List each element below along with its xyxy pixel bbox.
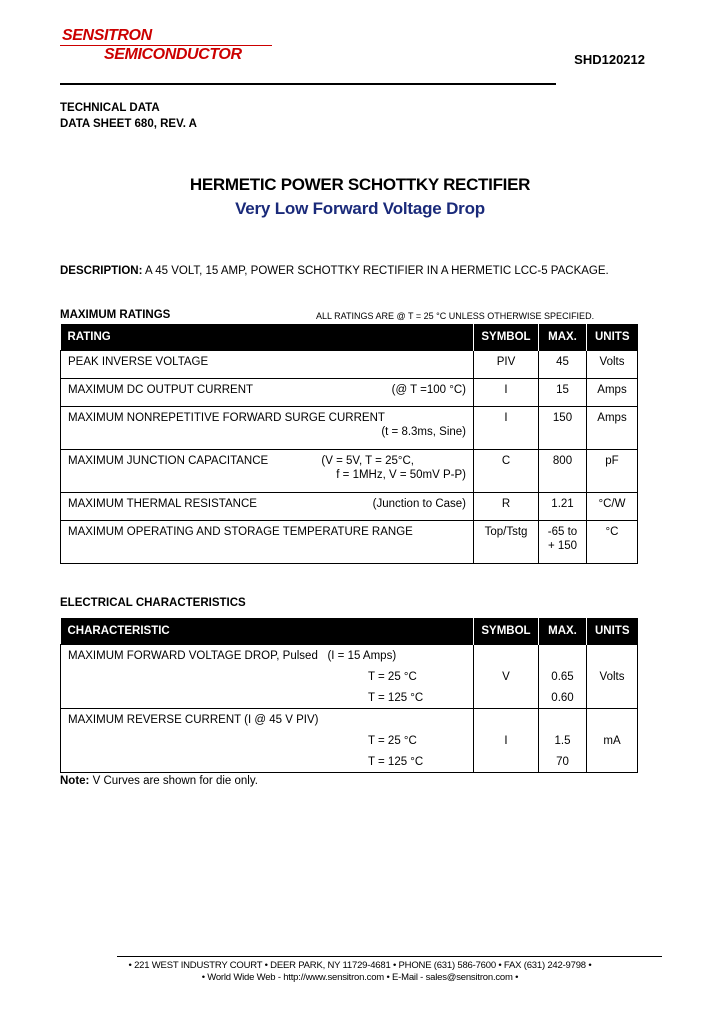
tech-line-1: TECHNICAL DATA xyxy=(60,102,160,114)
characteristic-label: MAXIMUM REVERSE CURRENT (I @ 45 V PIV) xyxy=(68,714,319,726)
symbol-cell: I xyxy=(474,709,539,773)
electrical-table xyxy=(60,618,638,773)
max-value-line-2: + 150 xyxy=(547,540,578,552)
symbol-cell: C xyxy=(474,450,539,493)
page-title: HERMETIC POWER SCHOTTKY RECTIFIER xyxy=(189,175,531,194)
rating-label: MAXIMUM THERMAL RESISTANCE xyxy=(68,498,257,510)
rating-condition-2: f = 1MHz, V = 50mV P-P) xyxy=(336,469,466,481)
col-header-symbol: SYMBOL xyxy=(474,618,539,645)
rating-cell xyxy=(61,521,474,564)
symbol-cell: PIV xyxy=(474,351,539,379)
description xyxy=(60,265,609,277)
ratings-note: ALL RATINGS ARE @ T = 25 °C UNLESS OTHERWISE SPECIFIED. xyxy=(316,311,595,321)
rating-condition: (t = 8.3ms, Sine) xyxy=(381,426,466,438)
max-ratings-title: MAXIMUM RATINGS xyxy=(60,309,171,321)
rating-condition: (V = 5V, T = 25°C, xyxy=(321,455,414,467)
col-header-symbol: SYMBOL xyxy=(474,324,539,351)
description-text: A 45 VOLT, 15 AMP, POWER SCHOTTKY RECTIFIER IN A HERMETIC LCC-5 PACKAGE. xyxy=(142,265,609,277)
footnote xyxy=(60,775,258,787)
tech-line-2: DATA SHEET 680, REV. A xyxy=(60,118,197,130)
table-row xyxy=(61,379,638,407)
logo-line-2: SEMICONDUCTOR xyxy=(104,46,242,63)
max-ratings-table xyxy=(60,324,638,564)
header-divider xyxy=(60,83,556,85)
units-cell: Volts xyxy=(587,351,638,379)
table-header-row xyxy=(61,324,638,351)
description-label: DESCRIPTION: xyxy=(60,265,143,277)
temp-line-2: T = 125 °C xyxy=(368,756,424,768)
rating-label: MAXIMUM DC OUTPUT CURRENT xyxy=(68,384,254,396)
characteristic-cell xyxy=(61,709,474,773)
table-row xyxy=(61,645,638,709)
col-header-max: MAX. xyxy=(539,324,587,351)
col-header-units: UNITS xyxy=(587,618,638,645)
table-row xyxy=(61,521,638,564)
max-cell xyxy=(539,645,587,709)
table-row xyxy=(61,709,638,773)
temp-line-2: T = 125 °C xyxy=(368,692,424,704)
units-cell: °C/W xyxy=(587,493,638,521)
units-cell: Amps xyxy=(587,407,638,450)
units-cell: Volts xyxy=(587,645,638,709)
max-cell: 150 xyxy=(539,407,587,450)
table-row xyxy=(61,407,638,450)
temp-line-1: T = 25 °C xyxy=(368,671,417,683)
rating-label: PEAK INVERSE VOLTAGE xyxy=(68,356,209,368)
rating-condition: (@ T =100 °C) xyxy=(391,384,466,396)
col-header-characteristic: CHARACTERISTIC xyxy=(61,618,474,645)
symbol-cell: I xyxy=(474,407,539,450)
table-row xyxy=(61,493,638,521)
part-number: SHD120212 xyxy=(574,52,645,67)
rating-label: MAXIMUM NONREPETITIVE FORWARD SURGE CURRENT xyxy=(68,412,385,424)
value-line-1: 0.65 xyxy=(551,671,574,683)
table-header-row xyxy=(61,618,638,645)
value-line-2: 0.60 xyxy=(551,692,574,704)
rating-label: MAXIMUM JUNCTION CAPACITANCE xyxy=(68,455,269,467)
page-subtitle: Very Low Forward Voltage Drop xyxy=(235,199,485,218)
logo-line-1: SENSITRON xyxy=(62,27,152,44)
units-cell: mA xyxy=(587,709,638,773)
max-cell: 1.21 xyxy=(539,493,587,521)
rating-cell xyxy=(61,351,474,379)
characteristic-cell xyxy=(61,645,474,709)
logo-underline xyxy=(60,45,272,46)
footer-divider xyxy=(117,956,662,957)
table-row xyxy=(61,450,638,493)
temp-line-1: T = 25 °C xyxy=(368,735,417,747)
rating-cell xyxy=(61,450,474,493)
rating-cell xyxy=(61,407,474,450)
footer-address: • 221 WEST INDUSTRY COURT • DEER PARK, NY 11729-4681 • PHONE (631) 586-7600 • FAX (631) 242-9798 • xyxy=(128,960,592,971)
technical-data-block xyxy=(60,100,197,132)
characteristic-label: MAXIMUM FORWARD VOLTAGE DROP, Pulsed xyxy=(68,650,318,662)
value-line-2: 70 xyxy=(556,756,569,768)
characteristic-condition: (I = 15 Amps) xyxy=(327,650,397,662)
max-cell: 15 xyxy=(539,379,587,407)
max-value-line-1: -65 to xyxy=(547,526,578,538)
symbol-cell: R xyxy=(474,493,539,521)
rating-label: MAXIMUM OPERATING AND STORAGE TEMPERATURE RANGE xyxy=(68,526,413,538)
col-header-units: UNITS xyxy=(587,324,638,351)
units-cell: Amps xyxy=(587,379,638,407)
max-cell xyxy=(539,521,587,564)
electrical-title: ELECTRICAL CHARACTERISTICS xyxy=(60,597,246,609)
rating-condition: (Junction to Case) xyxy=(372,498,466,510)
rating-cell xyxy=(61,493,474,521)
col-header-max: MAX. xyxy=(539,618,587,645)
rating-cell xyxy=(61,379,474,407)
value-line-1: 1.5 xyxy=(554,735,571,747)
note-label: Note: xyxy=(60,775,90,787)
max-cell xyxy=(539,709,587,773)
symbol-cell: Top/Tstg xyxy=(474,521,539,564)
footer-contact: • World Wide Web - http://www.sensitron.com • E-Mail - sales@sensitron.com • xyxy=(201,972,519,983)
max-cell: 800 xyxy=(539,450,587,493)
table-row xyxy=(61,351,638,379)
units-cell: °C xyxy=(587,521,638,564)
note-text: V Curves are shown for die only. xyxy=(89,775,258,787)
col-header-rating: RATING xyxy=(61,324,474,351)
symbol-cell: I xyxy=(474,379,539,407)
units-cell: pF xyxy=(587,450,638,493)
max-cell: 45 xyxy=(539,351,587,379)
symbol-cell: V xyxy=(474,645,539,709)
